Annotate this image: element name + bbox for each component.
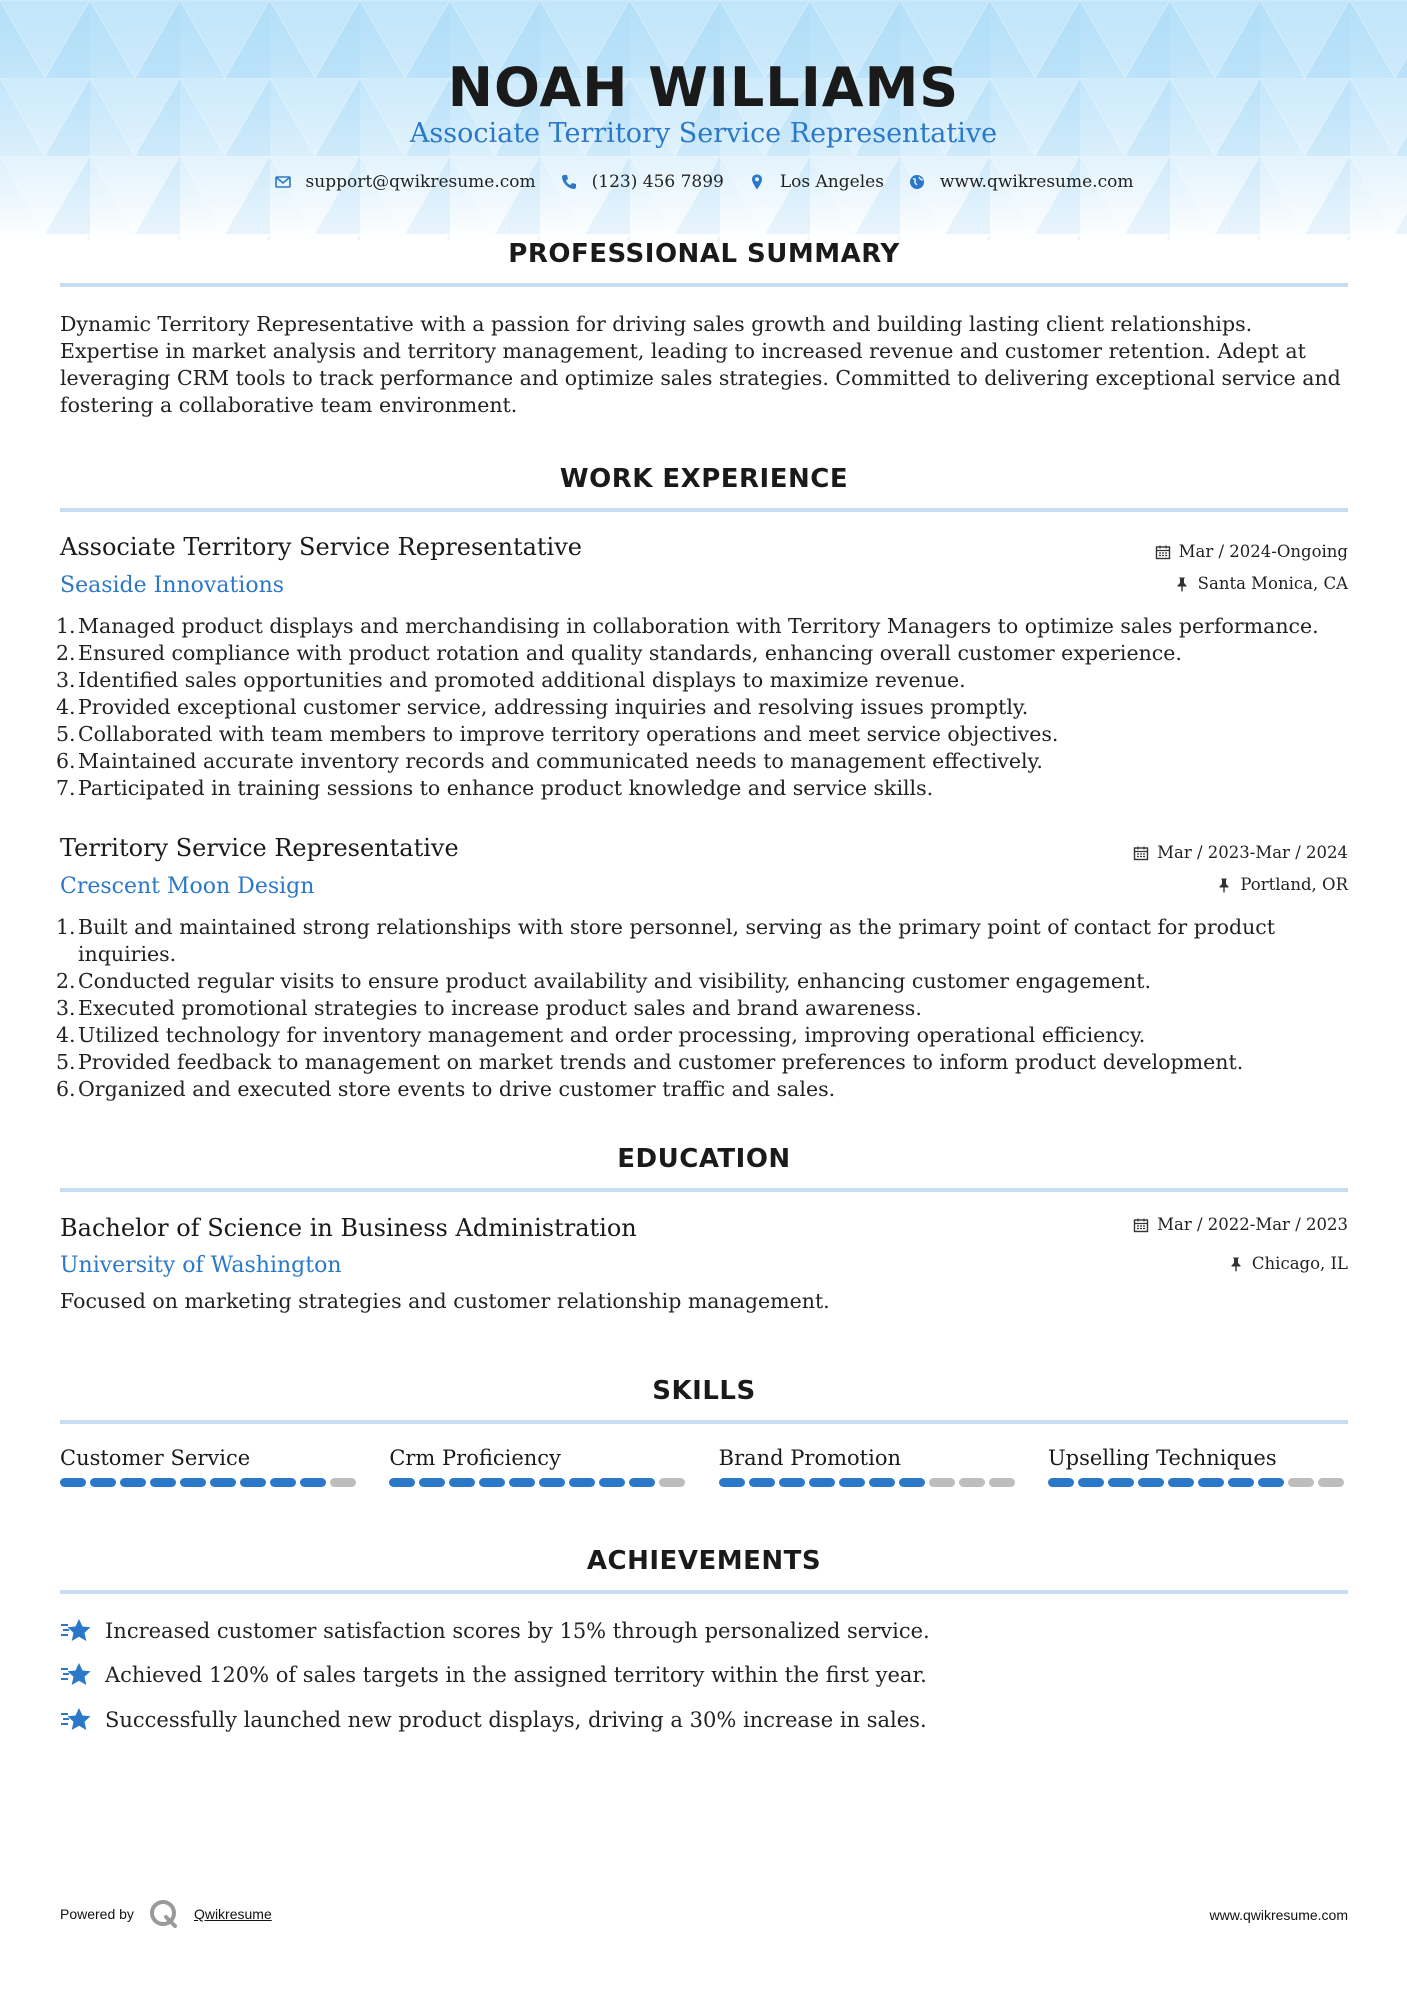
skill-dot-filled (60, 1478, 86, 1487)
skill-dot-filled (1168, 1478, 1194, 1487)
list-item: 1. Built and maintained strong relationships with store personnel, serving as the primary point of contact for product inquiries. (56, 915, 1276, 966)
achievement-item (60, 1661, 927, 1689)
contact-bar (0, 172, 1407, 192)
skill-dot-filled (509, 1478, 535, 1487)
skill-dot-filled (1078, 1478, 1104, 1487)
skill-dot-filled (1228, 1478, 1254, 1487)
star-icon (60, 1617, 92, 1645)
qwikresume-link[interactable]: Qwikresume (193, 1906, 272, 1922)
skill-dot-filled (629, 1478, 655, 1487)
skill-dot-empty (1288, 1478, 1314, 1487)
calendar-icon (1133, 1217, 1149, 1233)
map-marker-icon (748, 173, 766, 191)
skills-divider (60, 1420, 1348, 1424)
job-location-text: Portland, OR (1240, 875, 1348, 894)
skill-dot-filled (869, 1478, 895, 1487)
contact-location (748, 172, 884, 192)
skill-rating (60, 1478, 360, 1487)
job-company: Crescent Moon Design (60, 874, 315, 899)
skill-dot-filled (300, 1478, 326, 1487)
contact-phone-text: (123) 456 7899 (591, 172, 724, 192)
job-responsibilities (56, 914, 1356, 1103)
contact-website-text: www.qwikresume.com (939, 172, 1134, 192)
skill-dot-filled (1198, 1478, 1224, 1487)
job-title: Territory Service Representative (60, 834, 459, 862)
skill-dot-empty (929, 1478, 955, 1487)
skill-rating (389, 1478, 689, 1487)
skill-item (719, 1446, 1019, 1487)
skill-rating (719, 1478, 1019, 1487)
candidate-role: Associate Territory Service Representative (409, 118, 998, 149)
pushpin-icon (1174, 576, 1190, 592)
achievement-text: Achieved 120% of sales targets in the assigned territory within the first year. (105, 1663, 927, 1687)
skill-dot-empty (989, 1478, 1015, 1487)
skill-dot-filled (419, 1478, 445, 1487)
skill-dot-filled (749, 1478, 775, 1487)
achievement-text: Successfully launched new product displays, driving a 30% increase in sales. (105, 1708, 927, 1732)
list-item: 5. Provided feedback to management on market trends and customer preferences to inform product development. (56, 1050, 1244, 1074)
contact-email[interactable] (274, 172, 536, 192)
job-location-text: Santa Monica, CA (1197, 574, 1348, 593)
footer-url[interactable]: www.qwikresume.com (1209, 1907, 1348, 1923)
education-dates-text: Mar / 2022-Mar / 2023 (1157, 1215, 1348, 1234)
calendar-icon (1133, 845, 1149, 861)
skill-name: Brand Promotion (718, 1446, 901, 1470)
skill-dot-filled (809, 1478, 835, 1487)
skill-dot-filled (180, 1478, 206, 1487)
skill-dot-filled (1138, 1478, 1164, 1487)
achievement-item (60, 1617, 930, 1645)
experience-heading: WORK EXPERIENCE (559, 464, 849, 494)
footer-powered-by (60, 1898, 272, 1930)
list-item: 5. Collaborated with team members to improve territory operations and meet service objectives. (56, 722, 1059, 746)
list-item: 3. Identified sales opportunities and promoted additional displays to maximize revenue. (56, 668, 966, 692)
skill-dot-filled (899, 1478, 925, 1487)
skill-dot-filled (1258, 1478, 1284, 1487)
skill-dot-filled (1108, 1478, 1134, 1487)
skill-dot-filled (479, 1478, 505, 1487)
envelope-icon (274, 173, 292, 191)
education-dates (1133, 1215, 1348, 1234)
summary-text: Dynamic Territory Representative with a passion for driving sales growth and building lasting client relationships. Expertise in market analysis and territory management, leading to increased revenue and customer retention. Adept at leveraging CRM tools to track performance and optimize sales strategies. Committed to delivering exceptional service and fostering a collaborative team environment. (60, 312, 1341, 417)
summary-heading: PROFESSIONAL SUMMARY (508, 239, 900, 269)
job-location (1174, 574, 1348, 593)
star-icon (60, 1661, 92, 1689)
list-item: 6. Organized and executed store events to drive customer traffic and sales. (56, 1077, 836, 1101)
experience-divider (60, 508, 1348, 512)
skill-dot-filled (1048, 1478, 1074, 1487)
achievements-divider (60, 1590, 1348, 1594)
powered-by-label: Powered by (60, 1906, 134, 1922)
education-school: University of Washington (60, 1253, 342, 1278)
skill-dot-empty (659, 1478, 685, 1487)
skill-item (60, 1446, 360, 1487)
skill-dot-filled (270, 1478, 296, 1487)
achievements-heading: ACHIEVEMENTS (586, 1546, 822, 1576)
education-degree: Bachelor of Science in Business Administration (60, 1214, 637, 1242)
phone-icon (560, 173, 578, 191)
skill-dot-filled (90, 1478, 116, 1487)
job-company: Seaside Innovations (60, 573, 285, 598)
job-dates-text: Mar / 2023-Mar / 2024 (1157, 843, 1348, 862)
job-dates (1133, 843, 1348, 862)
skills-heading: SKILLS (652, 1376, 756, 1406)
skill-name: Customer Service (60, 1446, 251, 1470)
skill-dot-empty (959, 1478, 985, 1487)
contact-phone[interactable] (560, 172, 724, 192)
skill-dot-filled (449, 1478, 475, 1487)
education-location-text: Chicago, IL (1251, 1254, 1348, 1273)
education-divider (60, 1188, 1348, 1192)
achievement-text: Increased customer satisfaction scores by 15% through personalized service. (105, 1619, 930, 1643)
skills-list (60, 1446, 1348, 1487)
job-title: Associate Territory Service Representative (60, 533, 582, 561)
list-item: 4. Provided exceptional customer service, addressing inquiries and resolving issues promptly. (56, 695, 1029, 719)
skill-item (389, 1446, 689, 1487)
skill-dot-filled (719, 1478, 745, 1487)
skill-dot-filled (839, 1478, 865, 1487)
achievement-item (60, 1706, 927, 1734)
candidate-name: NOAH WILLIAMS (447, 56, 960, 119)
skill-dot-empty (1318, 1478, 1344, 1487)
skill-dot-empty (330, 1478, 356, 1487)
skill-dot-filled (539, 1478, 565, 1487)
skill-name: Upselling Techniques (1047, 1446, 1277, 1470)
list-item: 2. Conducted regular visits to ensure product availability and visibility, enhancing customer engagement. (56, 969, 1151, 993)
contact-email-text: support@qwikresume.com (305, 172, 536, 192)
skill-dot-filled (599, 1478, 625, 1487)
skill-dot-filled (389, 1478, 415, 1487)
job-dates (1155, 542, 1348, 561)
pushpin-icon (1216, 877, 1232, 893)
job-responsibilities (56, 613, 1356, 802)
skill-name: Crm Proficiency (389, 1446, 561, 1470)
job-location (1216, 875, 1348, 894)
list-item: 7. Participated in training sessions to enhance product knowledge and service skills. (56, 776, 934, 800)
education-location (1228, 1254, 1348, 1273)
list-item: 2. Ensured compliance with product rotation and quality standards, enhancing overall customer experience. (56, 641, 1182, 665)
skill-dot-filled (569, 1478, 595, 1487)
education-heading: EDUCATION (617, 1144, 791, 1174)
calendar-icon (1155, 544, 1171, 560)
qwikresume-logo-icon (148, 1898, 180, 1930)
skill-rating (1048, 1478, 1348, 1487)
list-item: 6. Maintained accurate inventory records and communicated needs to management effectively. (56, 749, 1043, 773)
star-icon (60, 1706, 92, 1734)
list-item: 3. Executed promotional strategies to increase product sales and brand awareness. (56, 996, 922, 1020)
summary-divider (60, 283, 1348, 287)
skill-dot-filled (210, 1478, 236, 1487)
skill-dot-filled (240, 1478, 266, 1487)
skill-dot-filled (150, 1478, 176, 1487)
skill-dot-filled (779, 1478, 805, 1487)
pushpin-icon (1228, 1256, 1244, 1272)
skill-dot-filled (120, 1478, 146, 1487)
list-item: 4. Utilized technology for inventory management and order processing, improving operational efficiency. (56, 1023, 1146, 1047)
contact-location-text: Los Angeles (779, 172, 884, 192)
education-description: Focused on marketing strategies and customer relationship management. (60, 1289, 830, 1313)
skill-item (1048, 1446, 1348, 1487)
list-item: 1. Managed product displays and merchandising in collaboration with Territory Managers to optimize sales performance. (56, 614, 1319, 638)
globe-icon (908, 173, 926, 191)
job-dates-text: Mar / 2024-Ongoing (1178, 542, 1348, 561)
contact-website[interactable] (908, 172, 1134, 192)
